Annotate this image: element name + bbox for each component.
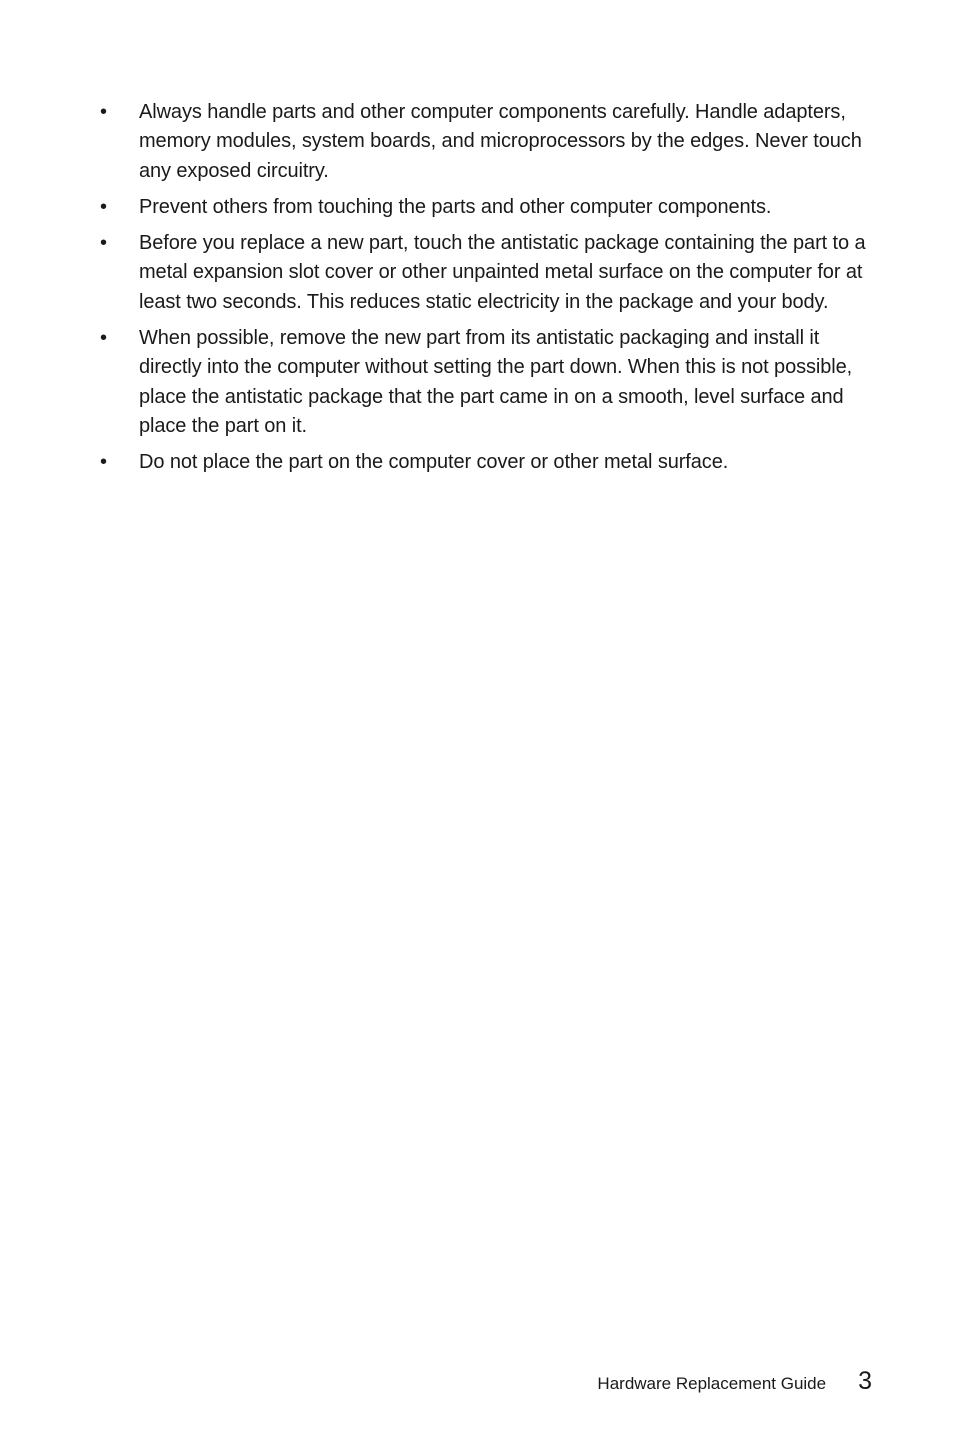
bullet-icon: • xyxy=(100,195,108,218)
bullet-text: Always handle parts and other computer components carefully. Handle adapters, memory modules, system boards, and microprocessors by the edges. Never touch any exposed circuitry. xyxy=(139,101,862,182)
bullet-text: Before you replace a new part, touch the antistatic package containing the part to a metal expansion slot cover or other unpainted metal surface on the computer for at least two seconds. This reduces static electricity in the package and your body. xyxy=(139,232,866,313)
list-item xyxy=(100,98,870,186)
page-number: 3 xyxy=(858,1367,872,1395)
bullet-icon: • xyxy=(100,327,108,350)
footer-title: Hardware Replacement Guide xyxy=(597,1374,827,1393)
bullet-list xyxy=(100,98,870,485)
bullet-text: Prevent others from touching the parts and other computer components. xyxy=(139,195,772,218)
list-item xyxy=(100,448,870,477)
page-footer xyxy=(597,1366,872,1396)
list-item xyxy=(100,229,870,317)
bullet-text: When possible, remove the new part from its antistatic packaging and install it directly into the computer without setting the part down. When this is not possible, place the antistatic package that the part came in on a smooth, level surface and place the part on it. xyxy=(139,327,853,437)
bullet-text: Do not place the part on the computer cover or other metal surface. xyxy=(139,451,729,474)
bullet-icon: • xyxy=(100,101,108,123)
bullet-icon: • xyxy=(100,451,108,474)
bullet-icon: • xyxy=(100,232,108,255)
list-item xyxy=(100,193,870,222)
list-item xyxy=(100,324,870,441)
